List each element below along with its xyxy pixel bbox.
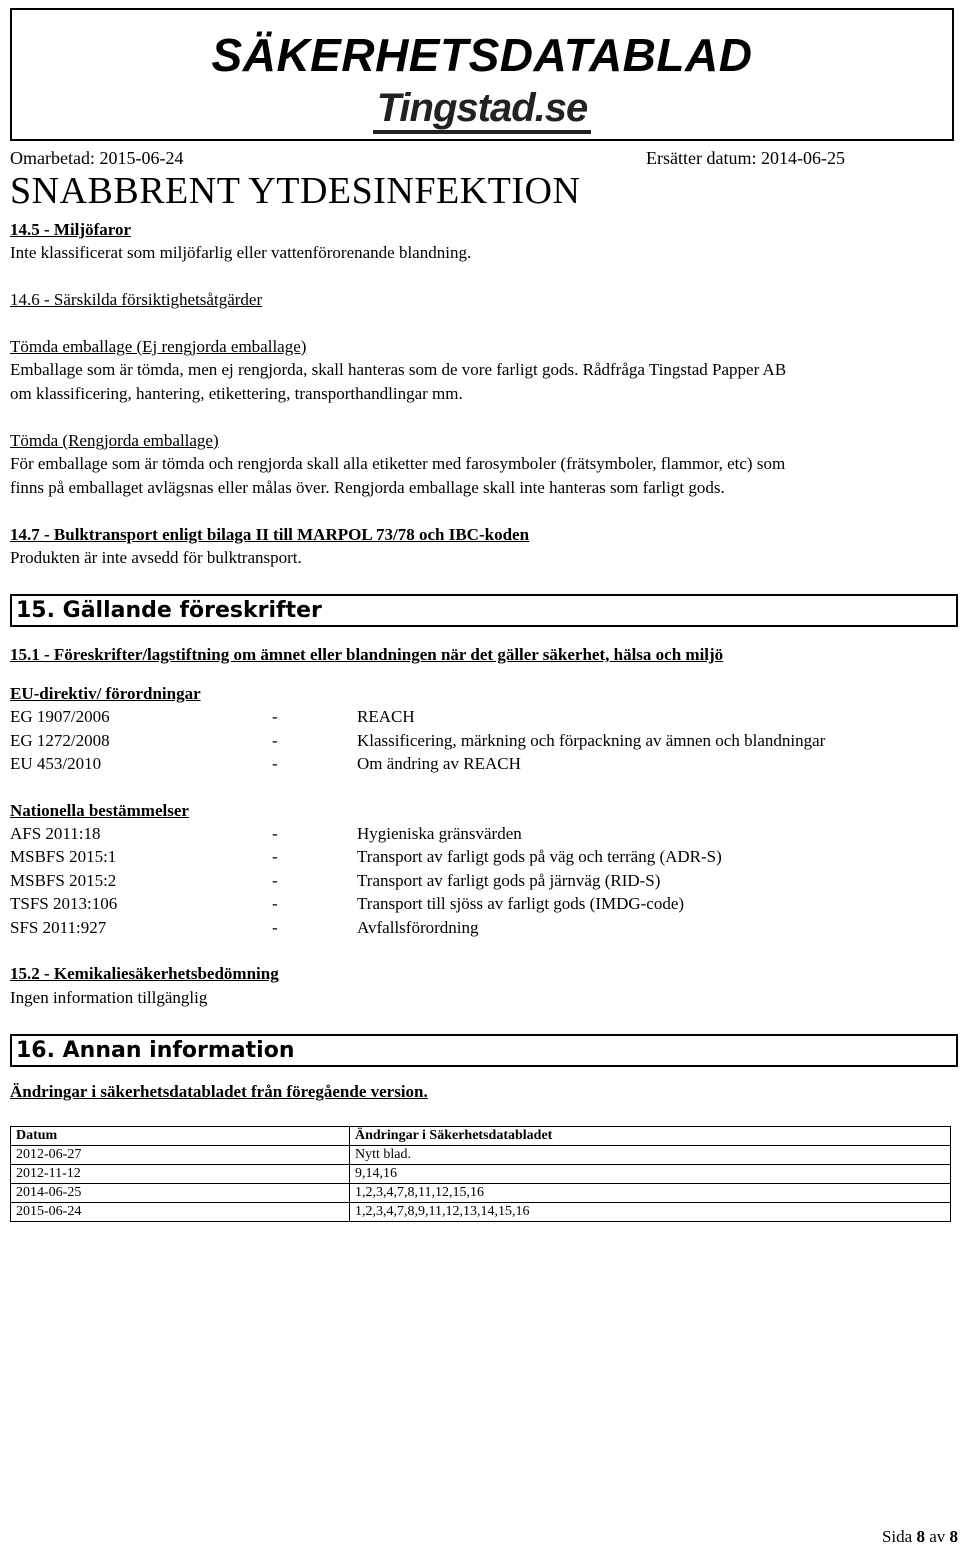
eu-row-dash: - [272, 731, 278, 750]
nat-row-desc: Transport av farligt gods på järnväg (RID-S) [357, 871, 661, 890]
eu-row-code: EU 453/2010 [10, 754, 102, 773]
changes-heading: Ändringar i säkerhetsdatabladet från föregående version. [10, 1082, 428, 1101]
cell-date: 2012-11-12 [11, 1165, 350, 1184]
nat-row-dash: - [272, 894, 278, 913]
section-14-6-sub2-line2: finns på emballaget avlägsnas eller målas över. Rengjorda emballage skall inte hanteras som farligt gods. [10, 478, 725, 497]
cell-date: 2014-06-25 [11, 1184, 350, 1203]
cell-changes: 1,2,3,4,7,8,9,11,12,13,14,15,16 [350, 1203, 951, 1222]
nat-row-dash: - [272, 871, 278, 890]
eu-directives-heading: EU-direktiv/ förordningar [10, 684, 201, 703]
column-header-changes: Ändringar i Säkerhetsdatabladet [350, 1127, 951, 1146]
section-15-2-heading: 15.2 - Kemikaliesäkerhetsbedömning [10, 964, 279, 983]
cell-changes: Nytt blad. [350, 1146, 951, 1165]
cell-changes: 9,14,16 [350, 1165, 951, 1184]
section-14-6-sub1-heading: Tömda emballage (Ej rengjorda emballage) [10, 337, 307, 356]
nat-row-desc: Transport till sjöss av farligt gods (IMDG-code) [357, 894, 685, 913]
eu-row-desc: Klassificering, märkning och förpackning av ämnen och blandningar [357, 731, 826, 750]
nat-row-dash: - [272, 824, 278, 843]
section-14-7-text: Produkten är inte avsedd för bulktransport. [10, 548, 302, 567]
table-header-row [11, 1127, 951, 1146]
nat-row-code: MSBFS 2015:2 [10, 871, 117, 890]
table-row [11, 1165, 951, 1184]
eu-row-dash: - [272, 707, 278, 726]
change-history-table [10, 1126, 951, 1222]
nat-row-desc: Hygieniska gränsvärden [357, 824, 522, 843]
replaces-date: Ersätter datum: 2014-06-25 [646, 148, 845, 168]
cell-changes: 1,2,3,4,7,8,11,12,15,16 [350, 1184, 951, 1203]
cell-date: 2015-06-24 [11, 1203, 350, 1222]
nat-row-code: AFS 2011:18 [10, 824, 101, 843]
nat-row-desc: Avfallsförordning [357, 918, 479, 937]
company-logo [12, 86, 952, 131]
nat-row-code: SFS 2011:927 [10, 918, 107, 937]
section-14-7-heading: 14.7 - Bulktransport enligt bilaga II till MARPOL 73/78 och IBC-koden [10, 525, 530, 544]
section-14-6-sub1-line1: Emballage som är tömda, men ej rengjorda, skall hanteras som de vore farligt gods. Rådfråga Tingstad Papper AB [10, 360, 787, 379]
eu-row-dash: - [272, 754, 278, 773]
nat-row-desc: Transport av farligt gods på väg och terräng (ADR-S) [357, 847, 722, 866]
column-header-date: Datum [11, 1127, 350, 1146]
revised-date: Omarbetad: 2015-06-24 [10, 148, 184, 168]
eu-row-code: EG 1272/2008 [10, 731, 110, 750]
section-15-1-heading: 15.1 - Föreskrifter/lagstiftning om ämnet eller blandningen när det gäller säkerhet, hälsa och miljö [10, 645, 724, 664]
section-14-6-sub1-line2: om klassificering, hantering, etikettering, transporthandlingar mm. [10, 384, 463, 403]
table-row [11, 1203, 951, 1222]
eu-row-desc: Om ändring av REACH [357, 754, 521, 773]
section-14-6-sub2-line1: För emballage som är tömda och rengjorda skall alla etiketter med farosymboler (frätsymboler, flammor, etc) som [10, 454, 786, 473]
page-total: 8 [949, 1527, 958, 1546]
section-16-title: 16. Annan information [10, 1034, 958, 1067]
section-14-6-sub2-heading: Tömda (Rengjorda emballage) [10, 431, 219, 450]
page-number [882, 1527, 958, 1547]
logo-text: Tingstad.se [373, 86, 592, 134]
section-15-title: 15. Gällande föreskrifter [10, 594, 958, 627]
section-15-2-text: Ingen information tillgänglig [10, 988, 208, 1007]
nat-row-dash: - [272, 918, 278, 937]
section-14-5-text: Inte klassificerat som miljöfarlig eller vattenförorenande blandning. [10, 243, 472, 262]
national-regulations-heading: Nationella bestämmelser [10, 801, 189, 820]
nat-row-code: TSFS 2013:106 [10, 894, 118, 913]
product-name: SNABBRENT YTDESINFEKTION [10, 170, 581, 212]
header-box [10, 8, 954, 141]
table-row [11, 1184, 951, 1203]
nat-row-code: MSBFS 2015:1 [10, 847, 117, 866]
section-14-5-heading: 14.5 - Miljöfaror [10, 220, 132, 239]
page-current: 8 [916, 1527, 925, 1546]
page-of: av [929, 1527, 946, 1546]
section-14-6-heading: 14.6 - Särskilda försiktighetsåtgärder [10, 290, 263, 309]
page-prefix: Sida [881, 1527, 913, 1546]
eu-row-desc: REACH [357, 707, 415, 726]
nat-row-dash: - [272, 847, 278, 866]
eu-row-code: EG 1907/2006 [10, 707, 110, 726]
document-title: SÄKERHETSDATABLAD [211, 29, 753, 81]
table-row [11, 1146, 951, 1165]
cell-date: 2012-06-27 [11, 1146, 350, 1165]
